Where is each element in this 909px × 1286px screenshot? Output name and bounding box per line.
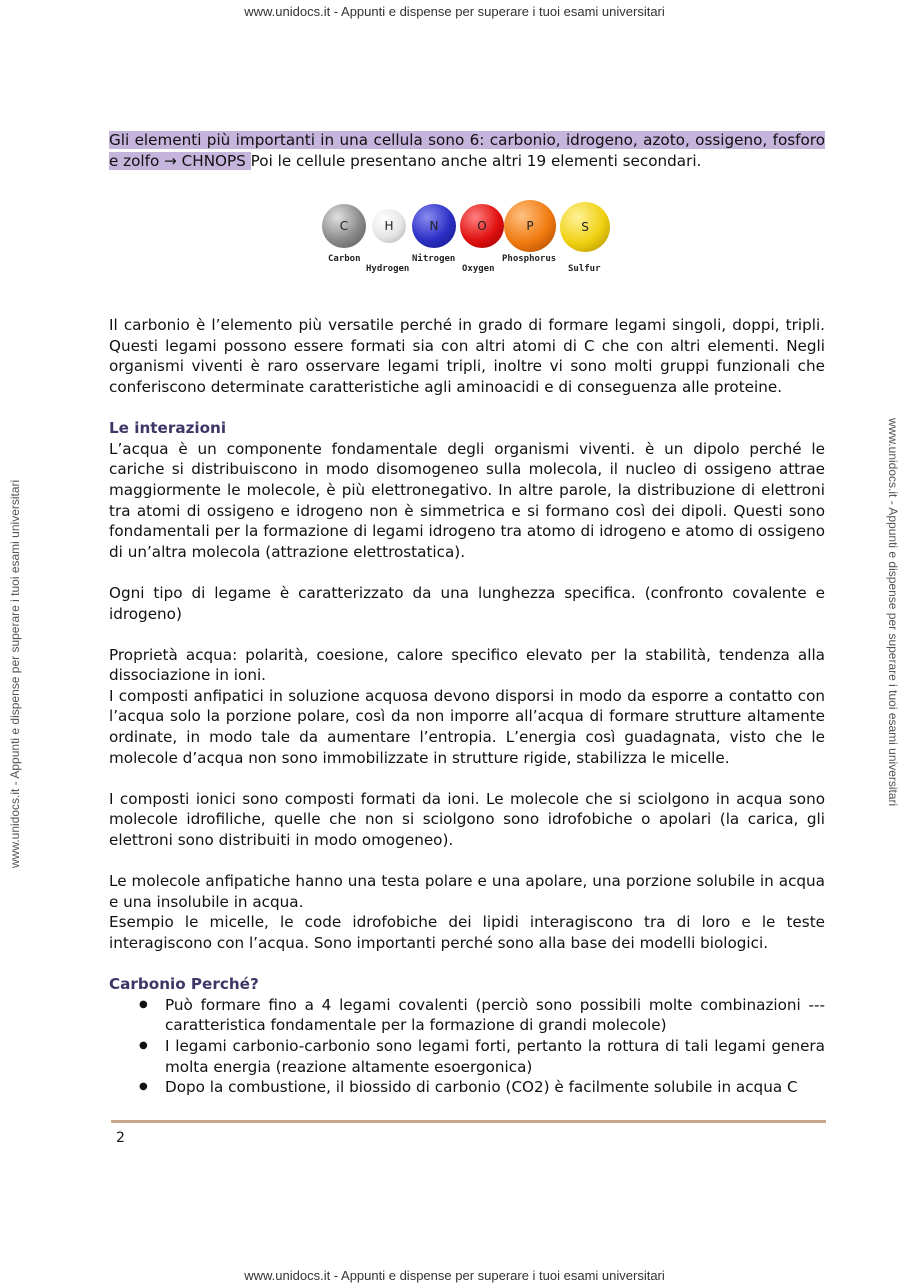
carbon-paragraph: Il carbonio è l’elemento più versatile perché in grado di formare legami singoli, doppi, tripli. Questi legami possono essere formati sia con altri atomi di C che con altri elementi. Negli organismi viventi è raro osservare legami tripli, inoltre vi sono molti gruppi funzionali che conferiscono determinate caratteristiche agli aminoacidi e di conseguenza alle proteine. bbox=[109, 316, 825, 396]
atom-label-nitrogen: Nitrogen bbox=[412, 254, 456, 264]
watermark-left: www.unidocs.it - Appunti e dispense per superare i tuoi esami universitari bbox=[8, 479, 22, 868]
list-item: ● Può formare fino a 4 legami covalenti (perciò sono possibili molte combinazioni --- caratteristica fondamentale per la formazione di grandi molecole) bbox=[109, 995, 825, 1036]
intro-rest: Poi le cellule presentano anche altri 19 elementi secondari. bbox=[250, 151, 702, 170]
legame-paragraph: Ogni tipo di legame è caratterizzato da una lunghezza specifica. (confronto covalente e idrogeno) bbox=[109, 583, 825, 623]
document-body bbox=[109, 130, 825, 1098]
list-item: ● I legami carbonio-carbonio sono legami forti, pertanto la rottura di tali legami genera molta energia (reazione altamente esoergonica) bbox=[109, 1036, 825, 1077]
atom-symbol: N bbox=[429, 219, 439, 233]
footer-divider bbox=[111, 1120, 826, 1123]
figure-space bbox=[109, 171, 825, 315]
atom-label-carbon: Carbon bbox=[328, 254, 361, 264]
watermark-bottom: www.unidocs.it - Appunti e dispense per superare i tuoi esami universitari bbox=[244, 1268, 665, 1283]
atom-label-phosphorus: Phosphorus bbox=[502, 254, 557, 264]
intro-paragraph bbox=[109, 130, 825, 171]
molecole-anfipatiche-paragraph: Le molecole anfipatiche hanno una testa polare e una apolare, una porzione solubile in acqua e una insolubile in acqua. bbox=[109, 872, 825, 911]
anfipatici-paragraph: I composti anfipatici in soluzione acquosa devono disporsi in modo da esporre a contatto con l’acqua solo la porzione polare, così da non imporre all’acqua di formare strutture altamente ordinate, in modo tale da aumentare l’entropia. L’energia così guadagnata, visto che le molecole d’acqua non sono immobilizzate in strutture rigide, stabilizza le micelle. bbox=[109, 686, 825, 767]
atom-symbol: C bbox=[339, 219, 349, 233]
esempio-paragraph: Esempio le micelle, le code idrofobiche dei lipidi interagiscono tra di loro e le teste interagiscono con l’acqua. Sono importanti perché sono alla base dei modelli biologici. bbox=[109, 913, 825, 952]
acqua-paragraph: L’acqua è un componente fondamentale degli organismi viventi. è un dipolo perché le cariche si distribuiscono in modo disomogeneo sulla molecola, il nucleo di ossigeno attrae maggiormente le molecole, è più elettronegativo. In altre parole, la distribuzione di elettroni tra atomi di ossigeno e idrogeno non è simmetrica e si formano così dei dipoli. Questi sono fondamentali per la formazione di legami idrogeno tra atomo di idrogeno e atomo di ossigeno di un’altra molecola (attrazione elettrostatica). bbox=[109, 439, 825, 561]
atom-symbol: O bbox=[477, 219, 487, 233]
proprieta-paragraph: Proprietà acqua: polarità, coesione, calore specifico elevato per la stabilità, tendenza alla dissociazione in ioni. bbox=[109, 645, 825, 685]
section-heading-interazioni: Le interazioni bbox=[109, 419, 227, 438]
highlighted-text: Gli elementi più importanti in una cellula sono 6: carbonio, idrogeno, azoto, ossigeno, fosforo e zolfo → CHNOPS bbox=[109, 131, 825, 170]
atom-label-oxygen: Oxygen bbox=[462, 264, 495, 274]
atom-label-hydrogen: Hydrogen bbox=[366, 264, 410, 274]
atom-symbol: H bbox=[384, 219, 394, 233]
atom-symbol: S bbox=[581, 220, 589, 234]
list-item: ● Dopo la combustione, il biossido di carbonio (CO2) è facilmente solubile in acqua C bbox=[109, 1077, 825, 1098]
atom-label-sulfur: Sulfur bbox=[568, 264, 601, 274]
page-number: 2 bbox=[116, 1130, 125, 1146]
carbonio-bullet-list bbox=[109, 995, 825, 1098]
atom-symbol: P bbox=[526, 219, 534, 233]
ionici-paragraph: I composti ionici sono composti formati da ioni. Le molecole che si sciolgono in acqua sono molecole idrofiliche, quelle che non si sciolgono sono idrofobiche o apolari (la carica, gli elettroni sono distribuiti in modo omogeneo). bbox=[109, 789, 825, 850]
watermark-right: www.unidocs.it - Appunti e dispense per superare i tuoi esami universitari bbox=[886, 418, 900, 807]
section-heading-carbonio: Carbonio Perché? bbox=[109, 975, 259, 994]
watermark-top: www.unidocs.it - Appunti e dispense per superare i tuoi esami universitari bbox=[244, 4, 665, 19]
